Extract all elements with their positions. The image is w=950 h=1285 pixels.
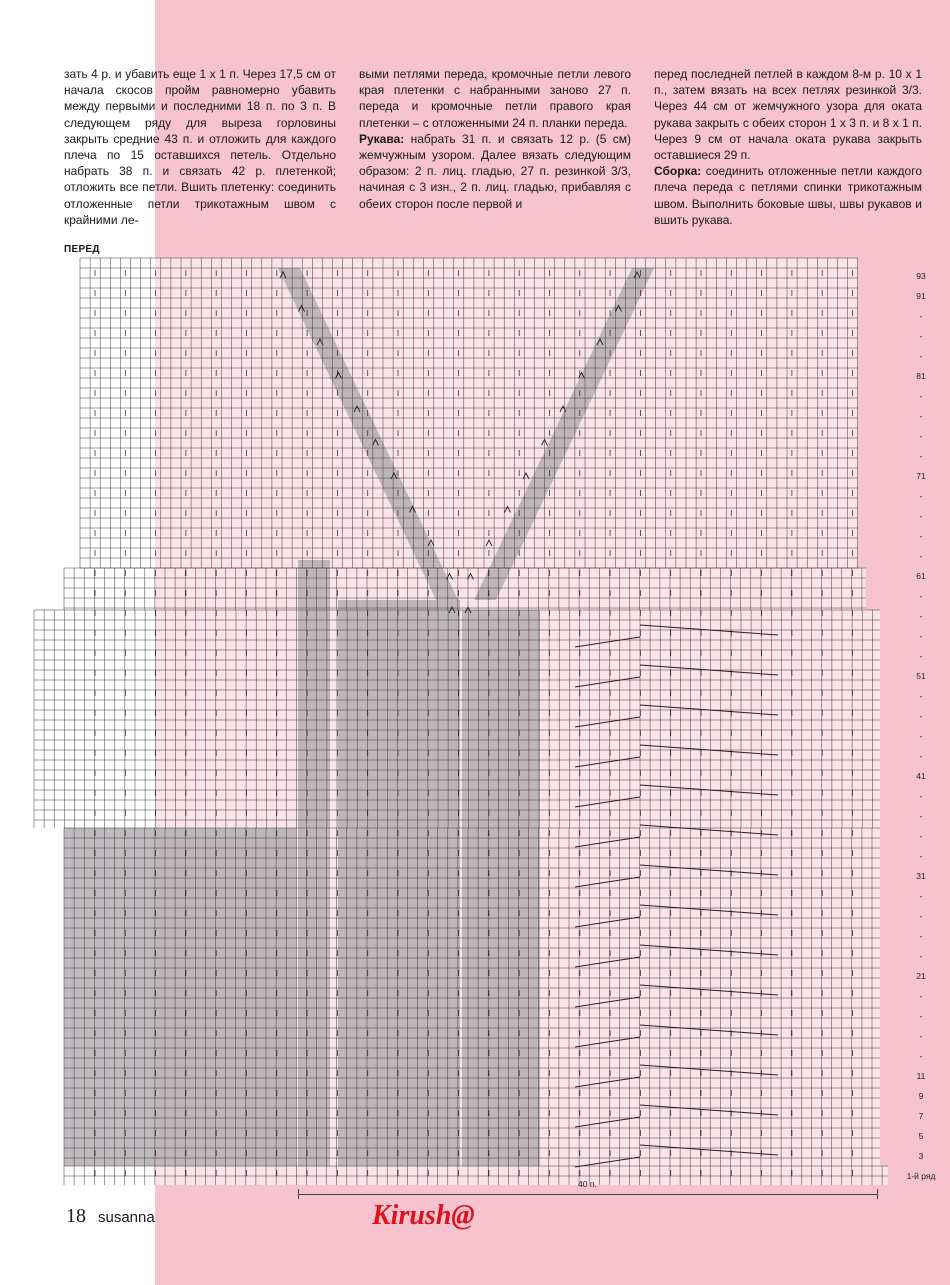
assembly-heading: Сборка:	[654, 164, 702, 179]
chart-region	[80, 258, 858, 568]
row-number-label: -	[919, 751, 923, 761]
chart-title: ПЕРЕД	[64, 244, 100, 255]
width-dimension-tick-left	[298, 1189, 299, 1199]
gray-block-left	[64, 828, 296, 1166]
row-number-label: -	[919, 451, 923, 461]
text-column-1: зать 4 р. и убавить еще 1 х 1 п. Через 17,5 см от начала скосов пройм равномерно убавить между первыми и последними 18 п. по 3 п. В следующем ряду для выреза горловины закрыть средние 43 п. и отложить для каждого плеча по 15 оставшихся петель. Отдельно набрать 38 п. и связать 42 р. плетенкой; отложить все петли. Вшить плетенку: соединить отложенные петли трикотажным швом с крайними ле-	[64, 67, 336, 227]
row-number-label: -	[919, 1031, 923, 1041]
row-number-label: -	[919, 331, 923, 341]
row-number-label: -	[919, 791, 923, 801]
row-number-label: -	[919, 491, 923, 501]
gray-panel-1	[298, 560, 330, 1166]
col2-text-part1: выми петлями переда, кромочные петли левого края плетенки с набранными заново 27 п. переда и кромочные петли правого края плетенки – с отложенными 24 п. планки переда.	[359, 67, 631, 130]
row-number-label: -	[919, 891, 923, 901]
row-number-label: -	[919, 311, 923, 321]
row-number-label: -	[919, 511, 923, 521]
col3-text-part1: перед последней петлей в каждом 8-м р. 10 х 1 п., затем вязать на всех петлях резинкой 3/3. Через 44 см от жемчужного узора для оката рукава закрыть с обеих сторон 1 х 3 п. и 8 х 1 п. Через 9 см от начала оката рукава закрыть оставшиеся 29 п.	[654, 67, 922, 163]
row-number-label: 21	[916, 971, 926, 981]
row-number-label: 91	[916, 291, 926, 301]
width-dimension-label: 40 п.	[578, 1179, 597, 1189]
row-number-label: -	[919, 911, 923, 921]
row-number-label: -	[919, 1011, 923, 1021]
row-number-label: 71	[916, 471, 926, 481]
row-number-label: -	[919, 391, 923, 401]
row-number-label: -	[919, 831, 923, 841]
row-number-label: -	[919, 991, 923, 1001]
row-number-label: -	[919, 931, 923, 941]
row-number-label: 41	[916, 771, 926, 781]
kirusha-logo: Kirush@	[372, 1200, 475, 1231]
col2-text-part2: набрать 31 п. и связать 12 р. (5 см) жемчужным узором. Далее вязать следующим образом: 2 п. лиц. гладью, 27 п. резинкой 3/3, начиная с 3 изн., 2 п. лиц. гладью, прибавляя с обеих сторон после первой и	[359, 131, 631, 211]
row-number-label: -	[919, 711, 923, 721]
row-number-label: -	[919, 351, 923, 361]
row-number-label: -	[919, 631, 923, 641]
row-number-column	[898, 0, 950, 1285]
magazine-name: susanna	[98, 1209, 155, 1226]
chart-region	[64, 1166, 888, 1185]
row-number-label: -	[919, 811, 923, 821]
chart-region	[64, 568, 866, 610]
row-number-label: 81	[916, 371, 926, 381]
row-number-label: -	[919, 851, 923, 861]
row-number-label: -	[919, 731, 923, 741]
row-number-label: 31	[916, 871, 926, 881]
row-number-label: -	[919, 591, 923, 601]
row-number-label: -	[919, 691, 923, 701]
row-number-label: 9	[918, 1091, 924, 1101]
row-number-label: 7	[918, 1111, 924, 1121]
width-dimension-line	[298, 1194, 878, 1195]
gray-panel-2	[338, 600, 460, 1166]
page-number: 18	[66, 1205, 86, 1227]
width-dimension-tick-right	[877, 1189, 878, 1199]
row-number-label: -	[919, 951, 923, 961]
row-number-label: -	[919, 651, 923, 661]
sleeves-heading: Рукава:	[359, 131, 405, 146]
col3-text-part2: соединить отложенные петли каждого плеча переда с петлями спинки трикотажным швом. Выполнить боковые швы, швы рукавов и вшить рукава.	[654, 164, 922, 227]
row-number-label: -	[919, 1051, 923, 1061]
row-number-label: -	[919, 411, 923, 421]
row-number-label: 5	[918, 1131, 924, 1141]
row-number-label: -	[919, 551, 923, 561]
row-number-label: 3	[918, 1151, 924, 1161]
row-number-label: 93	[916, 271, 926, 281]
row-number-label: -	[919, 431, 923, 441]
row-number-label: 11	[916, 1071, 926, 1081]
row-number-label: -	[919, 611, 923, 621]
row-number-label: -	[919, 531, 923, 541]
row-number-label: 1-й ряд	[906, 1171, 936, 1181]
row-number-label: 61	[916, 571, 926, 581]
row-number-label: 51	[916, 671, 926, 681]
